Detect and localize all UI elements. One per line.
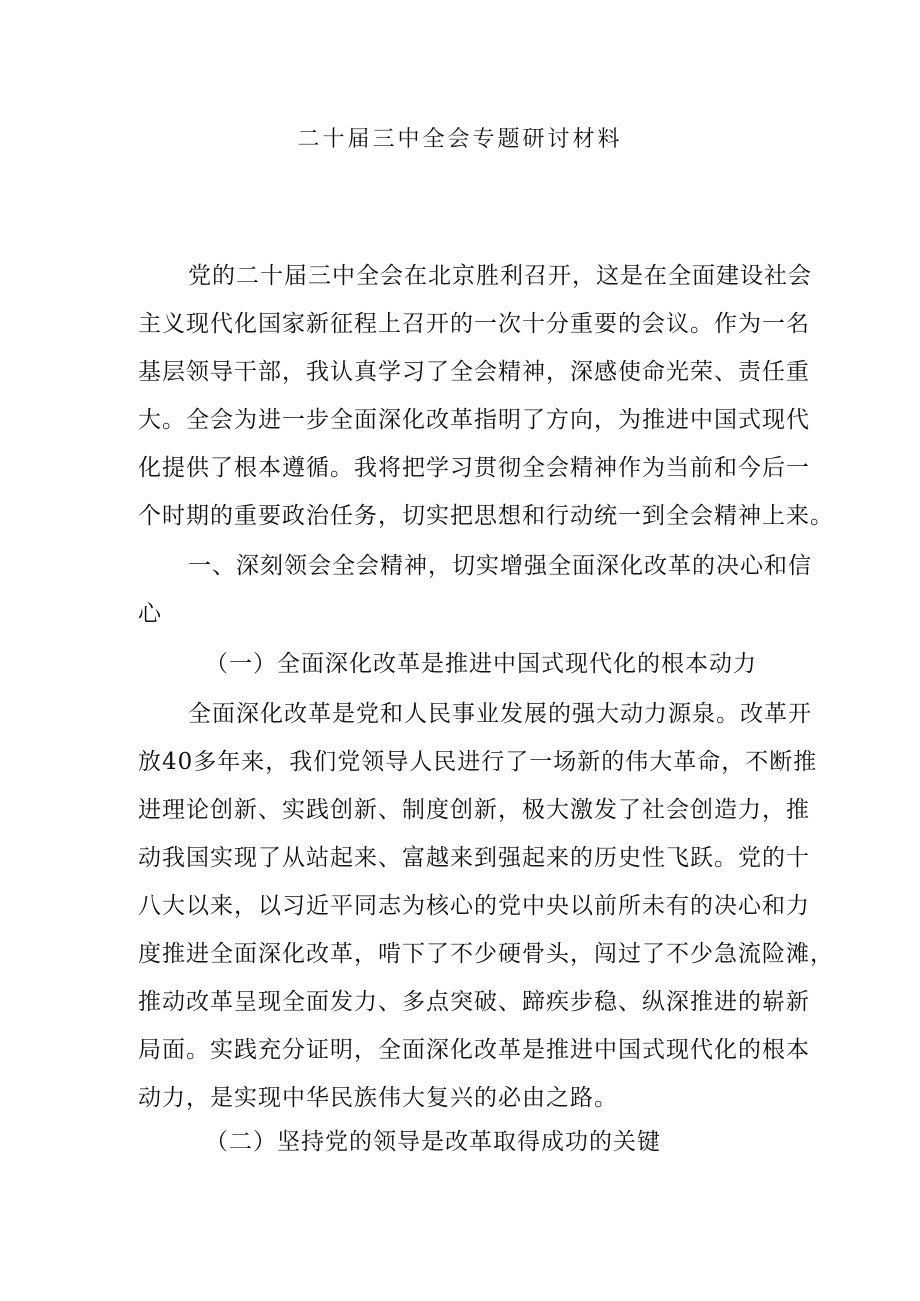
paragraph-line: 党的二十届三中全会在北京胜利召开，这是在全面建设社会 xyxy=(188,263,812,289)
paragraph-line: 主义现代化国家新征程上召开的一次十分重要的会议。作为一名 xyxy=(138,311,810,337)
paragraph-line: 全面深化改革是党和人民事业发展的强大动力源泉。改革开 xyxy=(188,701,812,727)
paragraph-line: 度推进全面深化改革，啃下了不少硬骨头，闯过了不少急流险滩， xyxy=(138,941,834,967)
paragraph-line: 进理论创新、实践创新、制度创新，极大激发了社会创造力，推 xyxy=(138,797,810,823)
section-heading: 一、深刻领会全会精神，切实增强全面深化改革的决心和信 xyxy=(188,553,812,579)
document-title: 二十届三中全会专题研讨材料 xyxy=(297,127,623,152)
subsection-heading: （二）坚持党的领导是改革取得成功的关键 xyxy=(205,1129,661,1155)
paragraph-line: 化提供了根本遵循。我将把学习贯彻全会精神作为当前和今后一 xyxy=(138,455,810,481)
paragraph-line: 推动改革呈现全面发力、多点突破、蹄疾步稳、纵深推进的崭新 xyxy=(138,989,810,1015)
paragraph-line: 放40多年来，我们党领导人民进行了一场新的伟大革命，不断推 xyxy=(138,749,818,775)
section-heading: 心 xyxy=(138,601,162,627)
paragraph-line: 个时期的重要政治任务，切实把思想和行动统一到全会精神上来。 xyxy=(138,503,834,529)
subsection-heading: （一）全面深化改革是推进中国式现代化的根本动力 xyxy=(205,651,757,677)
paragraph-line: 基层领导干部，我认真学习了全会精神，深感使命光荣、责任重 xyxy=(138,359,810,385)
paragraph-line: 动我国实现了从站起来、富越来到强起来的历史性飞跃。党的十 xyxy=(138,845,810,871)
paragraph-line: 局面。实践充分证明，全面深化改革是推进中国式现代化的根本 xyxy=(138,1037,810,1063)
paragraph-line: 八大以来，以习近平同志为核心的党中央以前所未有的决心和力 xyxy=(138,893,810,919)
paragraph-line: 动力，是实现中华民族伟大复兴的必由之路。 xyxy=(138,1085,618,1111)
paragraph-line: 大。全会为进一步全面深化改革指明了方向，为推进中国式现代 xyxy=(138,407,810,433)
